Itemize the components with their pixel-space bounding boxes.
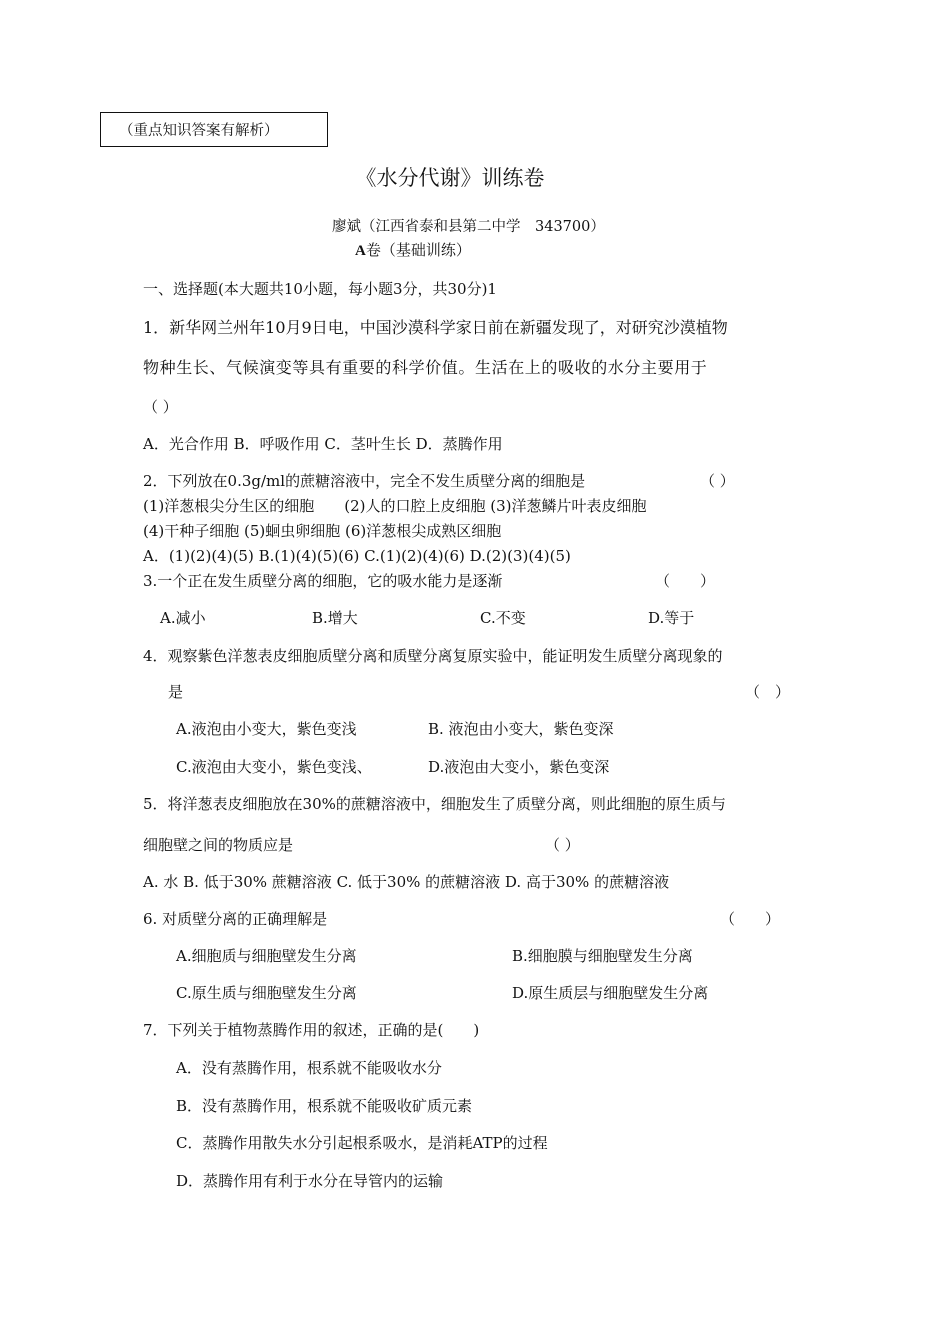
q4-stem-cont: 是 <box>168 683 184 701</box>
q3-option-b: B.增大 <box>312 609 358 627</box>
q6-option-b: B.细胞膜与细胞壁发生分离 <box>512 947 693 965</box>
q4-option-c: C.液泡由大变小，紫色变浅、 <box>176 758 372 776</box>
q4-answer-bracket: （ ） <box>745 683 791 701</box>
header-note: （重点知识答案有解析） <box>119 123 279 139</box>
document-title: 《水分代谢》训练卷 <box>355 166 545 190</box>
section-heading <box>355 239 471 260</box>
q2-options: A．(1)(2)(4)(5) B.(1)(4)(5)(6) C.(1)(2)(4)(6) D.(2)(3)(4)(5) <box>143 547 571 565</box>
author-line: 廖斌（江西省泰和县第二中学 343700） <box>332 219 605 235</box>
q4-option-a: A.液泡由小变大，紫色变浅 <box>176 720 357 738</box>
q5-stem: 5．将洋葱表皮细胞放在30%的蔗糖溶液中，细胞发生了质壁分离，则此细胞的原生质与 <box>143 795 726 813</box>
q1-stem-line1: 1．新华网兰州年10月9日电，中国沙漠科学家日前在新疆发现了，对研究沙漠植物 <box>143 318 728 337</box>
q1-answer-bracket: （ ） <box>143 398 178 416</box>
q6-stem: 6. 对质壁分离的正确理解是 <box>143 910 328 928</box>
q7-option-b: B．没有蒸腾作用，根系就不能吸收矿质元素 <box>176 1097 473 1115</box>
q2-answer-bracket: （ ） <box>700 472 735 490</box>
q4-option-b: B. 液泡由小变大，紫色变深 <box>428 720 614 738</box>
q1-stem-line2: 物种生长、气候演变等具有重要的科学价值。生活在上的吸收的水分主要用于 <box>143 358 708 377</box>
q5-options: A. 水 B. 低于30% 蔗糖溶液 C. 低于30% 的蔗糖溶液 D. 高于30% 的蔗糖溶液 <box>143 873 670 891</box>
q5-answer-bracket: （ ） <box>545 836 580 854</box>
q3-stem: 3.一个正在发生质壁分离的细胞，它的吸水能力是逐渐 <box>143 572 503 590</box>
section-letter: A <box>355 243 366 259</box>
q2-stem: 2．下列放在0.3g/ml的蔗糖溶液中，完全不发生质壁分离的细胞是 <box>143 472 586 490</box>
section-label: 卷（基础训练） <box>365 241 471 259</box>
q6-option-a: A.细胞质与细胞壁发生分离 <box>176 947 357 965</box>
q7-stem: 7．下列关于植物蒸腾作用的叙述，正确的是( ) <box>143 1021 480 1039</box>
q6-option-c: C.原生质与细胞壁发生分离 <box>176 984 357 1002</box>
q1-options: A．光合作用 B．呼吸作用 C．茎叶生长 D．蒸腾作用 <box>143 435 503 453</box>
q6-option-d: D.原生质层与细胞壁发生分离 <box>512 984 709 1002</box>
q5-stem-cont: 细胞壁之间的物质应是 <box>143 836 294 854</box>
q2-item-line2: (4)干种子细胞 (5)蛔虫卵细胞 (6)洋葱根尖成熟区细胞 <box>143 522 502 540</box>
q7-option-d: D．蒸腾作用有利于水分在导管内的运输 <box>176 1172 444 1190</box>
q3-option-a: A.减小 <box>160 609 206 627</box>
q6-answer-bracket: （ ） <box>720 910 781 928</box>
q7-option-c: C．蒸腾作用散失水分引起根系吸水，是消耗ATP的过程 <box>176 1134 548 1152</box>
q2-item-line1: (1)洋葱根尖分生区的细胞 (2)人的口腔上皮细胞 (3)洋葱鳞片叶表皮细胞 <box>143 497 647 515</box>
q3-option-c: C.不变 <box>480 609 526 627</box>
q7-option-a: A．没有蒸腾作用，根系就不能吸收水分 <box>176 1059 442 1077</box>
part1-heading: 一、选择题(本大题共10小题，每小题3分，共30分)1 <box>143 280 497 298</box>
q3-answer-bracket: （ ） <box>655 572 716 590</box>
q4-stem: 4．观察紫色洋葱表皮细胞质壁分离和质壁分离复原实验中，能证明发生质壁分离现象的 <box>143 647 723 665</box>
q4-option-d: D.液泡由大变小，紫色变深 <box>428 758 610 776</box>
q3-option-d: D.等于 <box>648 609 695 627</box>
header-note-box <box>100 112 328 147</box>
